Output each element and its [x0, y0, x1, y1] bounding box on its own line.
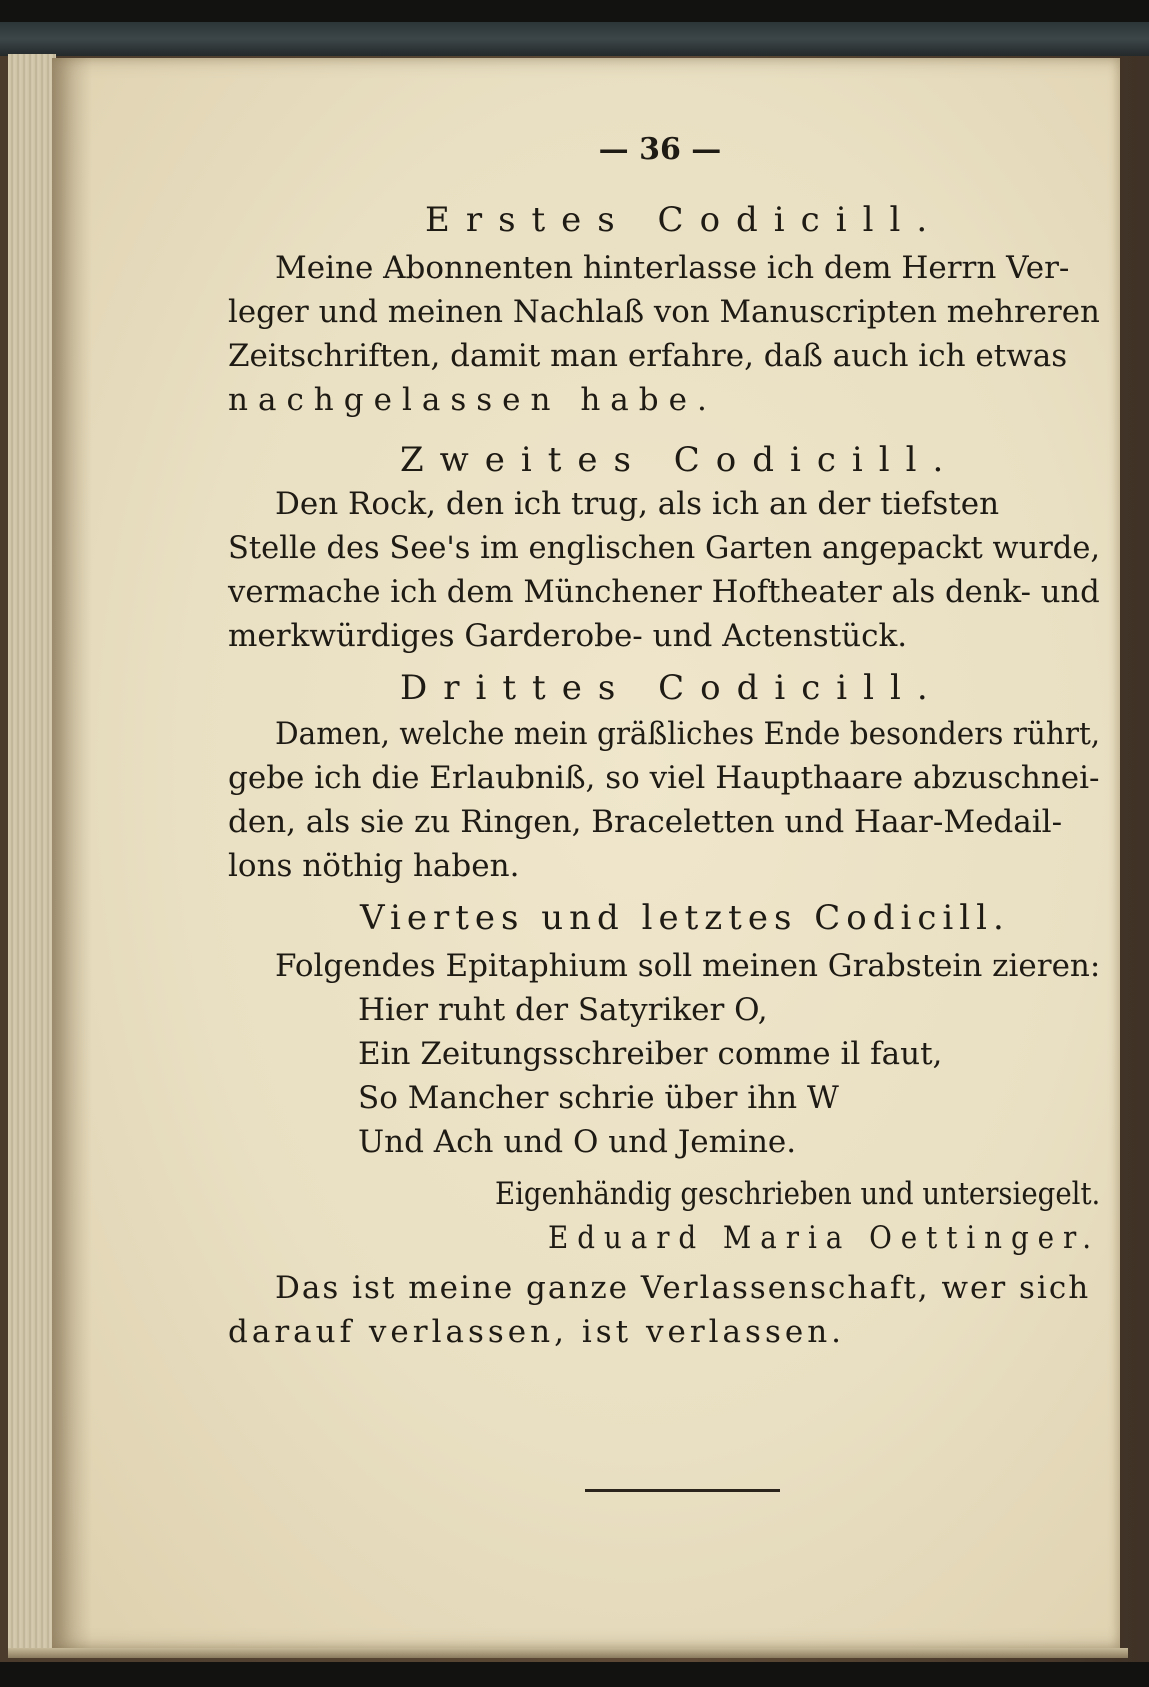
codicil-3-line: lons nöthig haben.	[228, 848, 520, 884]
epitaph-line: Hier ruht der Satyriker O,	[358, 992, 768, 1028]
cover-top-edge	[0, 22, 1149, 56]
epitaph-line: Und Ach und O und Jemine.	[358, 1124, 797, 1160]
closing-line: darauf verlassen, ist verlassen.	[228, 1314, 846, 1350]
closing-line: Das ist meine ganze Verlassenschaft, wer sich	[275, 1270, 1091, 1306]
codicil-2-line: vermache ich dem Münchener Hoftheater als denk- und	[228, 574, 1100, 610]
page-edges-bottom	[8, 1648, 1128, 1658]
page-number: — 36 —	[598, 132, 722, 167]
epitaph-line: Ein Zeitungsschreiber comme il faut,	[358, 1036, 943, 1072]
codicil-1-line: leger und meinen Nachlaß von Manuscripten mehreren	[228, 294, 1100, 330]
codicil-3-line: den, als sie zu Ringen, Braceletten und Haar-Medail-	[228, 804, 1063, 840]
codicil-1-line: Zeitschriften, damit man erfahre, daß auch ich etwas	[228, 338, 1068, 374]
codicil-4-heading: Viertes und letztes Codicill.	[360, 898, 1010, 938]
codicil-3-line: gebe ich die Erlaubniß, so viel Haupthaare abzuschnei-	[228, 760, 1100, 796]
codicil-2-line: merkwürdiges Garderobe- und Actenstück.	[228, 618, 908, 654]
codicil-3-heading: Drittes Codicill.	[400, 668, 944, 708]
codicil-1-line: Meine Abonnenten hinterlasse ich dem Herrn Ver-	[275, 250, 1070, 286]
signature-name: Eduard Maria Oettinger.	[548, 1220, 1100, 1256]
codicil-2-heading: Zweites Codicill.	[400, 440, 960, 480]
end-rule	[585, 1489, 780, 1492]
codicil-2-line: Stelle des See's im englischen Garten angepackt wurde,	[228, 530, 1101, 566]
codicil-2-line: Den Rock, den ich trug, als ich an der tiefsten	[275, 486, 1000, 522]
codicil-1-line: nachgelassen habe.	[228, 382, 717, 418]
signature-note: Eigenhändig geschrieben und untersiegelt.	[495, 1176, 1101, 1212]
page-gutter-shadow	[52, 58, 92, 1648]
codicil-1-heading: Erstes Codicill.	[425, 200, 944, 240]
codicil-3-line: Damen, welche mein gräßliches Ende besonders rührt,	[275, 716, 1101, 752]
epitaph-line: So Mancher schrie über ihn W	[358, 1080, 839, 1116]
page-edges	[8, 54, 56, 1654]
codicil-4-intro: Folgendes Epitaphium soll meinen Grabstein zieren:	[275, 948, 1101, 984]
